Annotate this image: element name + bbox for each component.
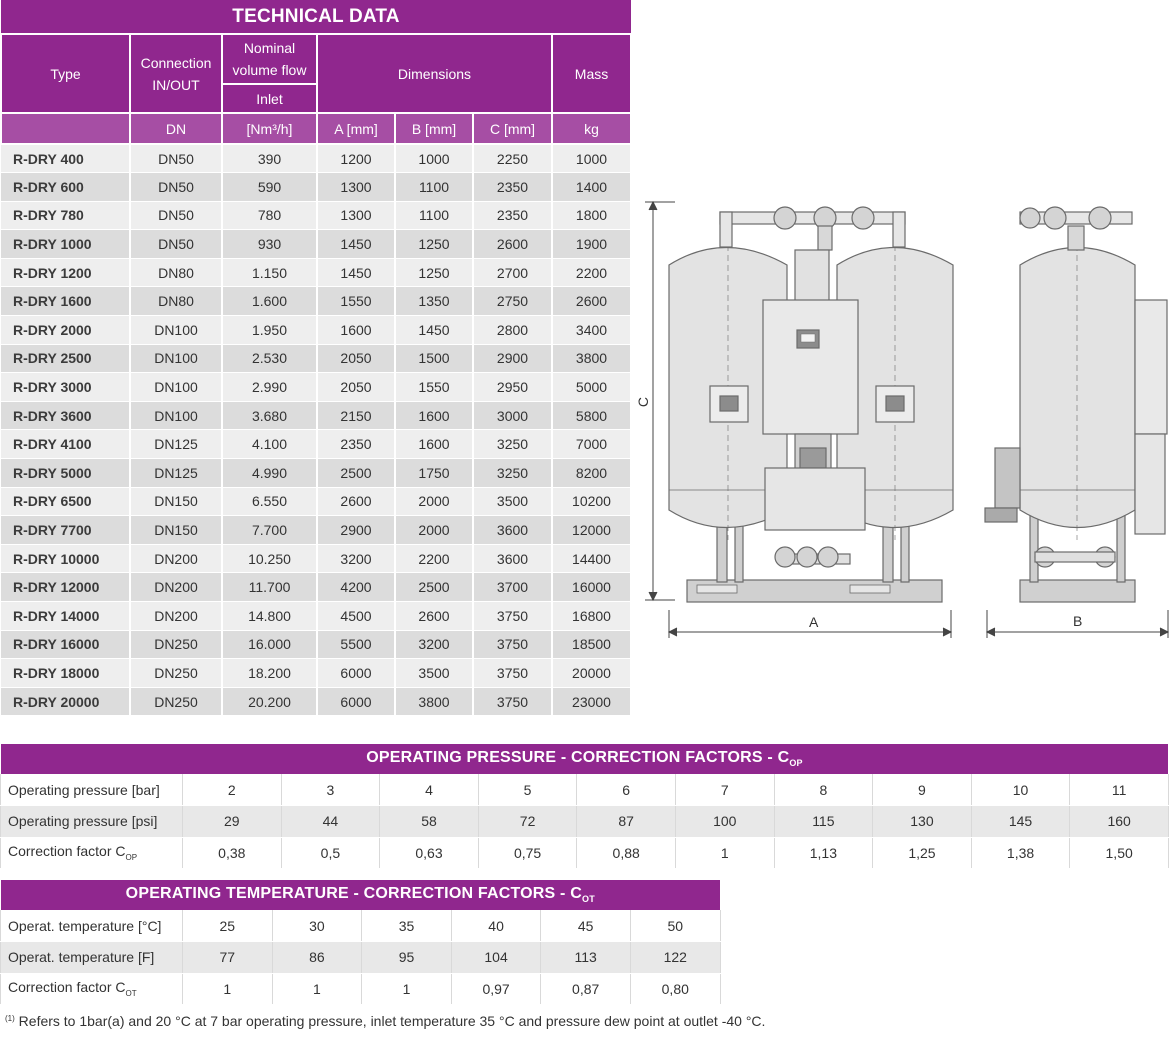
table-cell: DN250 — [130, 630, 222, 659]
table-cell: 590 — [222, 173, 317, 202]
table-cell: 2.990 — [222, 373, 317, 402]
table-cell: 16000 — [552, 573, 631, 602]
type-cell: R-DRY 5000 — [1, 459, 130, 488]
table-cell: 35 — [362, 910, 452, 942]
table-cell: 3600 — [473, 544, 552, 573]
operating-pressure-table — [0, 744, 1169, 869]
type-cell: R-DRY 2500 — [1, 344, 130, 373]
table-cell: 0,5 — [281, 837, 380, 869]
table-cell: 1450 — [317, 230, 395, 259]
type-cell: R-DRY 6500 — [1, 487, 130, 516]
table-cell: 2050 — [317, 344, 395, 373]
table-cell: 2250 — [473, 144, 552, 173]
type-cell: R-DRY 780 — [1, 201, 130, 230]
table-cell: DN125 — [130, 459, 222, 488]
table-cell: 7.700 — [222, 516, 317, 545]
table-cell: 1600 — [395, 401, 473, 430]
table-cell: 104 — [451, 942, 541, 974]
table-row — [1, 373, 631, 402]
table-cell: 7 — [675, 774, 774, 806]
type-cell: R-DRY 4100 — [1, 430, 130, 459]
unit-type-blank — [1, 113, 130, 144]
table-cell: 1400 — [552, 173, 631, 202]
table-cell: 3500 — [473, 487, 552, 516]
lower-cabinet — [765, 468, 865, 530]
table-cell: 2 — [183, 774, 282, 806]
table-cell: 6000 — [317, 687, 395, 716]
table-cell: 0,87 — [541, 973, 631, 1005]
table-cell: 14.800 — [222, 602, 317, 631]
top-valve-left — [774, 207, 796, 229]
table-cell: 3250 — [473, 459, 552, 488]
table-cell: DN200 — [130, 602, 222, 631]
operating-temperature-rows — [1, 910, 721, 1005]
row-label: Operating pressure [bar] — [1, 774, 183, 806]
table-cell: 3750 — [473, 659, 552, 688]
table-cell: 2000 — [395, 487, 473, 516]
table-cell: DN250 — [130, 687, 222, 716]
table-cell: 12000 — [552, 516, 631, 545]
table-cell: 2.530 — [222, 344, 317, 373]
table-cell: 100 — [675, 806, 774, 838]
table-cell: DN50 — [130, 230, 222, 259]
table-cell: 3800 — [395, 687, 473, 716]
table-cell: 10 — [971, 774, 1070, 806]
table-cell: 1,13 — [774, 837, 873, 869]
table-cell: 5800 — [552, 401, 631, 430]
table-cell: 122 — [630, 942, 720, 974]
table-cell: 23000 — [552, 687, 631, 716]
table-cell: 20.200 — [222, 687, 317, 716]
table-cell: 5000 — [552, 373, 631, 402]
type-cell: R-DRY 3000 — [1, 373, 130, 402]
table-cell: 44 — [281, 806, 380, 838]
table-cell: 2600 — [395, 602, 473, 631]
table-row — [1, 401, 631, 430]
unit-dn: DN — [130, 113, 222, 144]
footnote-text: Refers to 1bar(a) and 20 °C at 7 bar operating pressure, inlet temperature 35 °C and pressure dew point at outlet -40 °C. — [18, 1013, 766, 1029]
table-cell: 0,88 — [577, 837, 676, 869]
table-cell: 6.550 — [222, 487, 317, 516]
table-cell: DN100 — [130, 344, 222, 373]
table-cell: 29 — [183, 806, 282, 838]
dimension-label-c: C — [635, 396, 651, 408]
type-cell: R-DRY 18000 — [1, 659, 130, 688]
front-view — [669, 207, 953, 602]
type-cell: R-DRY 16000 — [1, 630, 130, 659]
table-cell: 2750 — [473, 287, 552, 316]
table-cell: DN150 — [130, 516, 222, 545]
table-cell: 2600 — [473, 230, 552, 259]
type-cell: R-DRY 10000 — [1, 544, 130, 573]
table-cell: 14400 — [552, 544, 631, 573]
table-cell: DN50 — [130, 144, 222, 173]
operating-temperature-table — [0, 880, 721, 1005]
table-cell: 1 — [183, 973, 273, 1005]
table-cell: 0,75 — [478, 837, 577, 869]
table-cell: 1 — [272, 973, 362, 1005]
table-cell: 1000 — [395, 144, 473, 173]
table-cell: 0,80 — [630, 973, 720, 1005]
table-cell: 16.000 — [222, 630, 317, 659]
table-cell: 16800 — [552, 602, 631, 631]
table-cell: 160 — [1070, 806, 1169, 838]
table-cell: 95 — [362, 942, 452, 974]
table-cell: 1000 — [552, 144, 631, 173]
table-cell: 4.100 — [222, 430, 317, 459]
table-cell: 10200 — [552, 487, 631, 516]
footnote — [5, 1013, 765, 1029]
table-cell: 3750 — [473, 687, 552, 716]
table-cell: 58 — [380, 806, 479, 838]
side-motor — [995, 448, 1020, 508]
table-cell: DN200 — [130, 544, 222, 573]
table-cell: DN50 — [130, 173, 222, 202]
table-cell: 20000 — [552, 659, 631, 688]
table-cell: 1200 — [317, 144, 395, 173]
table-cell: 3200 — [317, 544, 395, 573]
table-cell: 0,63 — [380, 837, 479, 869]
table-cell: 1350 — [395, 287, 473, 316]
technical-data-rows — [1, 144, 631, 716]
table-row — [1, 344, 631, 373]
table-cell: 2600 — [552, 287, 631, 316]
technical-data-title: TECHNICAL DATA — [1, 0, 631, 34]
table-row — [1, 942, 721, 974]
unit-b: B [mm] — [395, 113, 473, 144]
table-row — [1, 287, 631, 316]
row-label: Operating pressure [psi] — [1, 806, 183, 838]
table-cell: 1100 — [395, 173, 473, 202]
dryer-dimension-drawing — [635, 190, 1170, 640]
table-cell: 10.250 — [222, 544, 317, 573]
table-cell: 18.200 — [222, 659, 317, 688]
table-cell: 86 — [272, 942, 362, 974]
table-cell: DN50 — [130, 201, 222, 230]
table-cell: 0,97 — [451, 973, 541, 1005]
table-cell: 2500 — [317, 459, 395, 488]
table-cell: 4500 — [317, 602, 395, 631]
table-cell: 9 — [873, 774, 972, 806]
table-cell: DN100 — [130, 373, 222, 402]
header-dimensions: Dimensions — [317, 34, 552, 113]
type-cell: R-DRY 12000 — [1, 573, 130, 602]
table-cell: DN200 — [130, 573, 222, 602]
table-cell: 25 — [183, 910, 273, 942]
table-cell: 8200 — [552, 459, 631, 488]
table-cell: 4200 — [317, 573, 395, 602]
table-cell: 2150 — [317, 401, 395, 430]
table-cell: 1600 — [395, 430, 473, 459]
table-row — [1, 230, 631, 259]
row-label: Correction factor $C_{OT}$ — [1, 973, 183, 1005]
table-row — [1, 173, 631, 202]
table-row — [1, 602, 631, 631]
type-cell: R-DRY 7700 — [1, 516, 130, 545]
table-cell: 3.680 — [222, 401, 317, 430]
type-cell: R-DRY 14000 — [1, 602, 130, 631]
row-label: Operat. temperature [F] — [1, 942, 183, 974]
table-cell: 2700 — [473, 258, 552, 287]
type-cell: R-DRY 2000 — [1, 316, 130, 345]
table-cell: DN100 — [130, 316, 222, 345]
table-cell: 50 — [630, 910, 720, 942]
table-cell: DN100 — [130, 401, 222, 430]
table-cell: 3250 — [473, 430, 552, 459]
dimension-label-b: B — [1073, 613, 1083, 629]
table-cell: 1,38 — [971, 837, 1070, 869]
type-cell: R-DRY 1000 — [1, 230, 130, 259]
table-cell: 1250 — [395, 230, 473, 259]
table-cell: 77 — [183, 942, 273, 974]
table-cell: 2050 — [317, 373, 395, 402]
table-cell: 3600 — [473, 516, 552, 545]
side-view — [985, 207, 1167, 602]
table-cell: 0,38 — [183, 837, 282, 869]
control-cabinet — [763, 300, 858, 434]
header-inlet: Inlet — [222, 84, 317, 113]
table-cell: 1450 — [317, 258, 395, 287]
table-cell: 1.950 — [222, 316, 317, 345]
type-cell: R-DRY 400 — [1, 144, 130, 173]
header-type: Type — [1, 34, 130, 113]
table-row — [1, 659, 631, 688]
top-pipe — [720, 212, 905, 224]
table-cell: 2600 — [317, 487, 395, 516]
table-cell: 11.700 — [222, 573, 317, 602]
table-row — [1, 459, 631, 488]
table-cell: 3700 — [473, 573, 552, 602]
table-cell: 2900 — [317, 516, 395, 545]
type-cell: R-DRY 1600 — [1, 287, 130, 316]
table-cell: 390 — [222, 144, 317, 173]
table-cell: 1,50 — [1070, 837, 1169, 869]
table-cell: 1 — [362, 973, 452, 1005]
side-vessel — [1020, 248, 1135, 528]
table-cell: 3400 — [552, 316, 631, 345]
type-cell: R-DRY 20000 — [1, 687, 130, 716]
type-cell: R-DRY 1200 — [1, 258, 130, 287]
table-row — [1, 774, 1169, 806]
table-cell: 87 — [577, 806, 676, 838]
table-row — [1, 573, 631, 602]
header-flow: Nominal volume flow — [222, 34, 317, 84]
table-cell: 1450 — [395, 316, 473, 345]
type-cell: R-DRY 600 — [1, 173, 130, 202]
table-cell: 2000 — [395, 516, 473, 545]
table-cell: 2350 — [473, 173, 552, 202]
table-cell: 113 — [541, 942, 631, 974]
right-gauge — [886, 396, 904, 411]
table-row — [1, 687, 631, 716]
table-cell: 72 — [478, 806, 577, 838]
table-cell: 8 — [774, 774, 873, 806]
table-cell: 1100 — [395, 201, 473, 230]
table-cell: 1 — [675, 837, 774, 869]
side-base — [1020, 580, 1135, 602]
unit-c: C [mm] — [473, 113, 552, 144]
table-cell: 5 — [478, 774, 577, 806]
table-cell: DN125 — [130, 430, 222, 459]
table-cell: 130 — [873, 806, 972, 838]
table-cell: 1250 — [395, 258, 473, 287]
row-label: Operat. temperature [°C] — [1, 910, 183, 942]
table-cell: 930 — [222, 230, 317, 259]
table-row — [1, 487, 631, 516]
left-gauge — [720, 396, 738, 411]
unit-a: A [mm] — [317, 113, 395, 144]
table-cell: 2350 — [317, 430, 395, 459]
table-cell: 7000 — [552, 430, 631, 459]
table-cell: 40 — [451, 910, 541, 942]
table-cell: 1900 — [552, 230, 631, 259]
footnote-marker: (1) — [5, 1014, 15, 1023]
table-cell: 2900 — [473, 344, 552, 373]
table-row — [1, 806, 1169, 838]
table-cell: 780 — [222, 201, 317, 230]
central-column — [795, 250, 829, 302]
table-cell: DN250 — [130, 659, 222, 688]
dimension-label-a: A — [809, 614, 819, 630]
table-cell: 30 — [272, 910, 362, 942]
table-row — [1, 316, 631, 345]
table-cell: 145 — [971, 806, 1070, 838]
table-row — [1, 144, 631, 173]
table-cell: 3000 — [473, 401, 552, 430]
table-cell: 1600 — [317, 316, 395, 345]
table-cell: 115 — [774, 806, 873, 838]
table-cell: 4 — [380, 774, 479, 806]
table-cell: 1800 — [552, 201, 631, 230]
table-cell: 2200 — [395, 544, 473, 573]
row-label: Correction factor $C_{OP}$ — [1, 837, 183, 869]
table-cell: 5500 — [317, 630, 395, 659]
table-cell: 1.150 — [222, 258, 317, 287]
operating-pressure-title: OPERATING PRESSURE - CORRECTION FACTORS - $C_{OP}$ — [1, 744, 1169, 774]
operating-pressure-rows — [1, 774, 1169, 869]
unit-flow: [Nm³/h] — [222, 113, 317, 144]
table-cell: 2800 — [473, 316, 552, 345]
table-cell: 11 — [1070, 774, 1169, 806]
table-cell: 3800 — [552, 344, 631, 373]
table-row — [1, 201, 631, 230]
table-row — [1, 837, 1169, 869]
table-cell: 1300 — [317, 201, 395, 230]
table-row — [1, 973, 721, 1005]
table-cell: DN80 — [130, 287, 222, 316]
table-cell: 45 — [541, 910, 631, 942]
table-row — [1, 910, 721, 942]
header-connection: Connection IN/OUT — [130, 34, 222, 113]
table-row — [1, 630, 631, 659]
table-cell: 1.600 — [222, 287, 317, 316]
table-cell: DN150 — [130, 487, 222, 516]
operating-temperature-title: OPERATING TEMPERATURE - CORRECTION FACTORS - $C_{OT}$ — [1, 880, 721, 910]
unit-mass: kg — [552, 113, 631, 144]
header-mass: Mass — [552, 34, 631, 113]
table-cell: DN80 — [130, 258, 222, 287]
table-cell: 6 — [577, 774, 676, 806]
table-cell: 2200 — [552, 258, 631, 287]
table-row — [1, 544, 631, 573]
table-cell: 1550 — [395, 373, 473, 402]
table-row — [1, 516, 631, 545]
type-cell: R-DRY 3600 — [1, 401, 130, 430]
table-cell: 6000 — [317, 659, 395, 688]
table-cell: 3750 — [473, 602, 552, 631]
table-cell: 1,25 — [873, 837, 972, 869]
table-cell: 3500 — [395, 659, 473, 688]
table-row — [1, 258, 631, 287]
table-cell: 3750 — [473, 630, 552, 659]
table-cell: 2500 — [395, 573, 473, 602]
technical-data-table — [0, 0, 632, 716]
top-valve-right — [852, 207, 874, 229]
table-cell: 1750 — [395, 459, 473, 488]
table-cell: 1550 — [317, 287, 395, 316]
table-cell: 2350 — [473, 201, 552, 230]
table-cell: 18500 — [552, 630, 631, 659]
table-cell: 1500 — [395, 344, 473, 373]
table-cell: 2950 — [473, 373, 552, 402]
side-cabinet — [1135, 300, 1167, 434]
table-row — [1, 430, 631, 459]
table-cell: 3200 — [395, 630, 473, 659]
table-cell: 4.990 — [222, 459, 317, 488]
table-cell: 1300 — [317, 173, 395, 202]
table-cell: 3 — [281, 774, 380, 806]
